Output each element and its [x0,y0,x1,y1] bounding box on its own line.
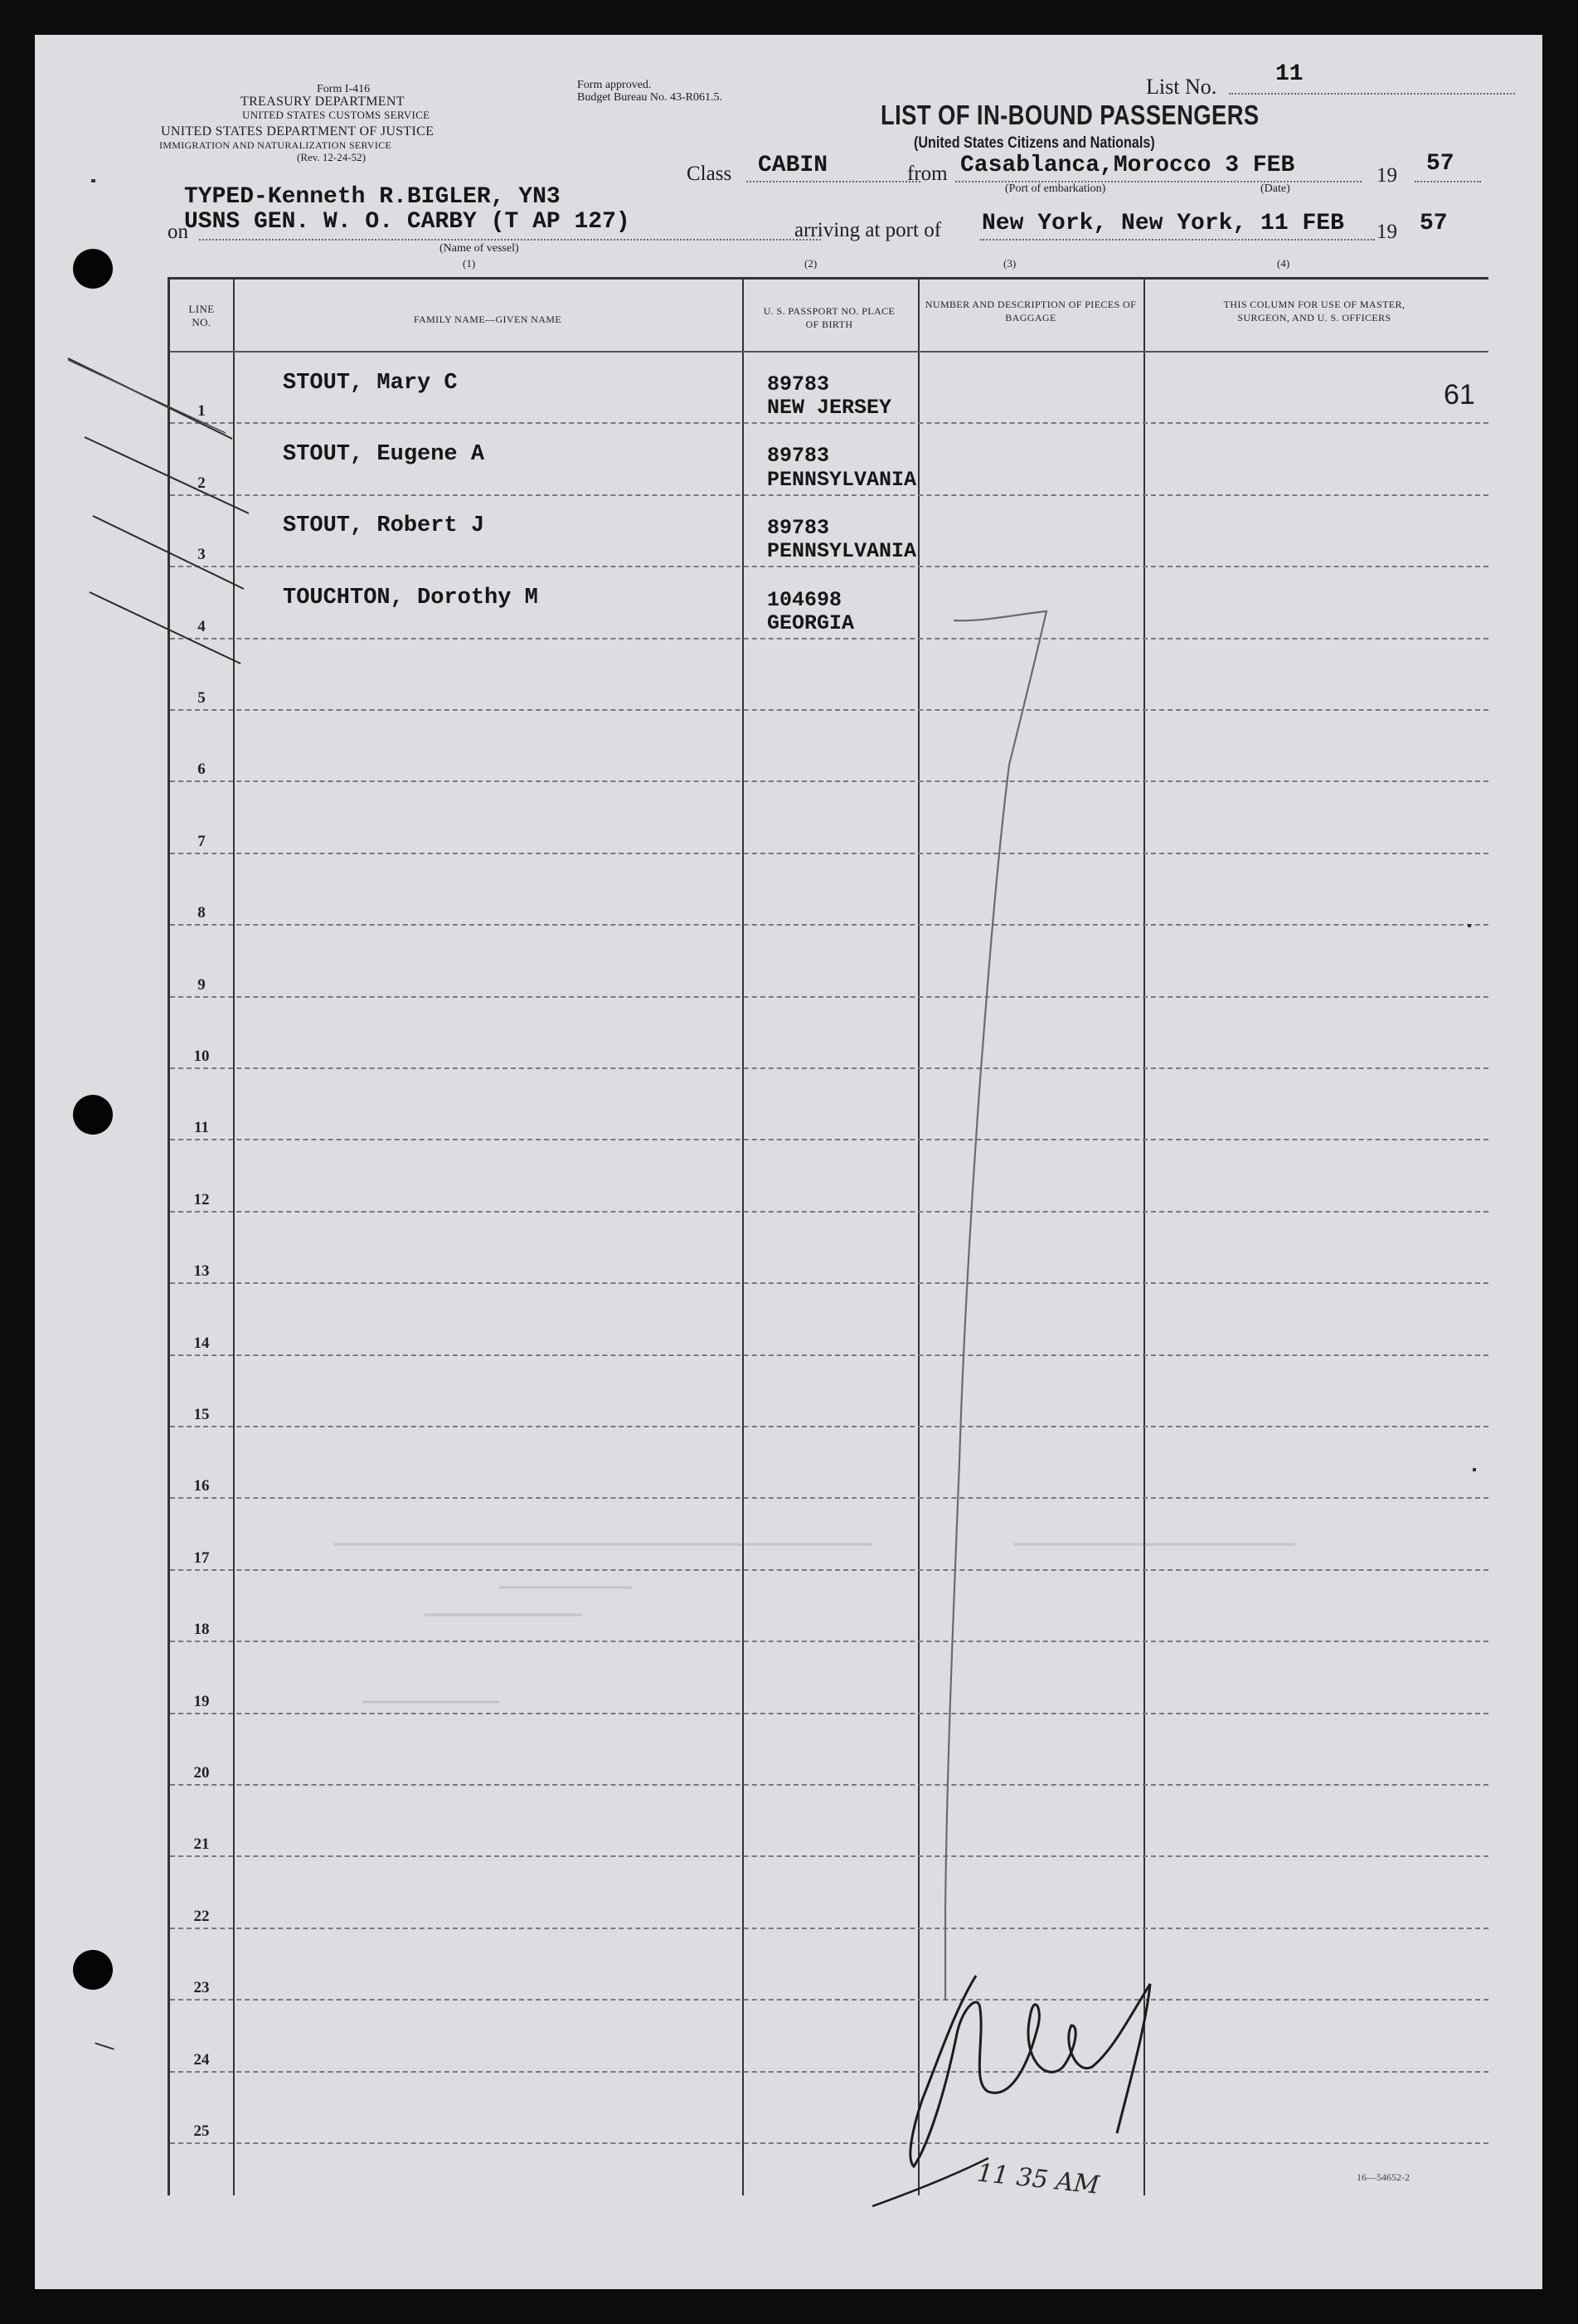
line-number: 7 [197,832,206,850]
table-row [170,1569,1488,1571]
line-number: 22 [193,1907,210,1925]
line-number: 12 [193,1190,210,1208]
col-number-3: (3) [1003,257,1017,270]
table-row [170,1999,1488,2001]
header-line-no: LINE NO. [188,303,215,328]
date-caption: (Date) [1260,182,1290,195]
line-number: 2 [197,474,206,492]
line-number: 24 [193,2050,210,2069]
class-underline [746,181,920,182]
list-no-underline [1229,93,1515,95]
stray-mark [1473,1468,1476,1471]
binder-hole-top [73,249,113,289]
line-number: 4 [197,617,206,635]
port-caption: (Port of embarkation) [1005,182,1106,195]
customs-service: UNITED STATES CUSTOMS SERVICE [242,109,430,121]
table-row [170,853,1488,854]
header-name: FAMILY NAME—GIVEN NAME [413,314,562,325]
table-row [170,422,1488,424]
row-2-passport: 89783 [767,444,830,468]
treasury-department: TREASURY DEPARTMENT [240,95,405,109]
row-1-passport: 89783 [767,372,830,396]
from-value: Casablanca,Morocco 3 FEB [960,153,1295,178]
line-number: 9 [197,975,206,994]
line-number: 14 [193,1334,210,1352]
document-subtitle: (United States Citizens and Nationals) [914,134,1155,152]
table-row [170,1139,1488,1140]
row-4-birthplace: GEORGIA [767,611,855,635]
list-no-value: 11 [1275,61,1304,87]
line-number: 20 [193,1764,210,1782]
class-label: Class [687,163,732,185]
handwritten-time: 11 35 AM [975,2158,1101,2200]
table-row [170,1713,1488,1714]
table-row [170,1067,1488,1069]
on-label: on [168,221,188,243]
line-number: 5 [197,689,206,707]
row-4-passport: 104698 [767,588,842,612]
stray-mark [91,179,95,182]
header-bottom-line [170,351,1488,352]
binder-hole-middle [73,1095,113,1135]
header-officers: THIS COLUMN FOR USE OF MASTER, SURGEON, AND U. S. OFFICERS [1223,299,1406,323]
table-row [170,2142,1488,2144]
line-number: 11 [194,1119,209,1137]
arrival-year-prefix: 19 [1377,221,1397,243]
table-row [170,1928,1488,1929]
row-2-birthplace: PENNSYLVANIA [767,468,917,492]
line-number: 10 [193,1048,210,1065]
table-row [170,1784,1488,1786]
row-1-officer-note: 61 [1444,379,1475,411]
table-row [170,1426,1488,1427]
line-number: 8 [197,904,206,922]
year-prefix: 19 [1377,164,1397,187]
line-number: 17 [193,1549,210,1567]
document-title: LIST OF IN-BOUND PASSENGERS [881,100,1260,130]
vessel-underline [199,239,821,241]
year-underline [1415,181,1481,182]
from-label: from [907,163,948,185]
table-row [170,638,1488,639]
table-row [170,2071,1488,2073]
document-page [35,35,1542,2289]
form-number: Form I-416 [317,83,371,95]
table-row [170,1354,1488,1356]
table-row [170,1497,1488,1499]
row-3-name: STOUT, Robert J [283,513,485,538]
table-row [170,1641,1488,1642]
row-3-birthplace: PENNSYLVANIA [767,539,917,563]
line-number: 1 [197,402,206,421]
row-2-name: STOUT, Eugene A [283,442,485,467]
arrival-underline [980,239,1375,241]
class-value: CABIN [758,153,828,178]
year-value: 57 [1426,151,1454,177]
department-of-justice: UNITED STATES DEPARTMENT OF JUSTICE [161,124,435,139]
immigration-service: IMMIGRATION AND NATURALIZATION SERVICE [159,139,392,151]
table-row [170,1211,1488,1213]
row-1-birthplace: NEW JERSEY [767,396,892,420]
stray-mark [95,2042,114,2049]
budget-bureau: Budget Bureau No. 43-R061.5. [577,91,722,104]
line-number: 23 [193,1979,210,1997]
col-number-2: (2) [804,257,818,270]
form-approved: Form approved. [577,79,652,91]
line-number: 15 [193,1406,210,1423]
binder-hole-bottom [73,1950,113,1990]
table-row [170,996,1488,998]
line-number: 19 [193,1692,210,1710]
passenger-table [168,277,1488,2195]
header-baggage: NUMBER AND DESCRIPTION OF PIECES OF BAGGAGE [925,299,1137,323]
row-4-name: TOUCHTON, Dorothy M [283,586,538,610]
arrival-value: New York, New York, 11 FEB [982,211,1344,236]
table-row [170,924,1488,926]
line-number: 13 [193,1262,210,1281]
line-number: 6 [197,761,206,779]
table-row [170,566,1488,567]
footer-code: 16—54652-2 [1357,2171,1410,2183]
line-number: 16 [193,1477,210,1495]
row-3-passport: 89783 [767,516,830,540]
row-1-name: STOUT, Mary C [283,371,458,396]
form-revision: (Rev. 12-24-52) [297,151,366,163]
table-row [170,1282,1488,1284]
line-number: 25 [193,2122,210,2140]
table-row [170,780,1488,782]
line-number: 3 [197,546,206,564]
col-number-1: (1) [463,257,476,270]
line-number: 18 [193,1621,210,1639]
list-no-label: List No. [1146,75,1217,99]
typed-by: TYPED-Kenneth R.BIGLER, YN3 [184,184,561,210]
table-row [170,1855,1488,1857]
table-row [170,709,1488,711]
arrival-year: 57 [1420,211,1448,236]
table-row [170,494,1488,496]
col-number-4: (4) [1277,257,1290,270]
arriving-label: arriving at port of [794,219,942,241]
stray-mark [1468,924,1471,927]
vessel-value: USNS GEN. W. O. CARBY (T AP 127) [184,209,630,235]
header-passport: U. S. PASSPORT NO. PLACE OF BIRTH [763,305,896,330]
vessel-caption: (Name of vessel) [439,242,519,255]
line-number: 21 [193,1835,210,1854]
